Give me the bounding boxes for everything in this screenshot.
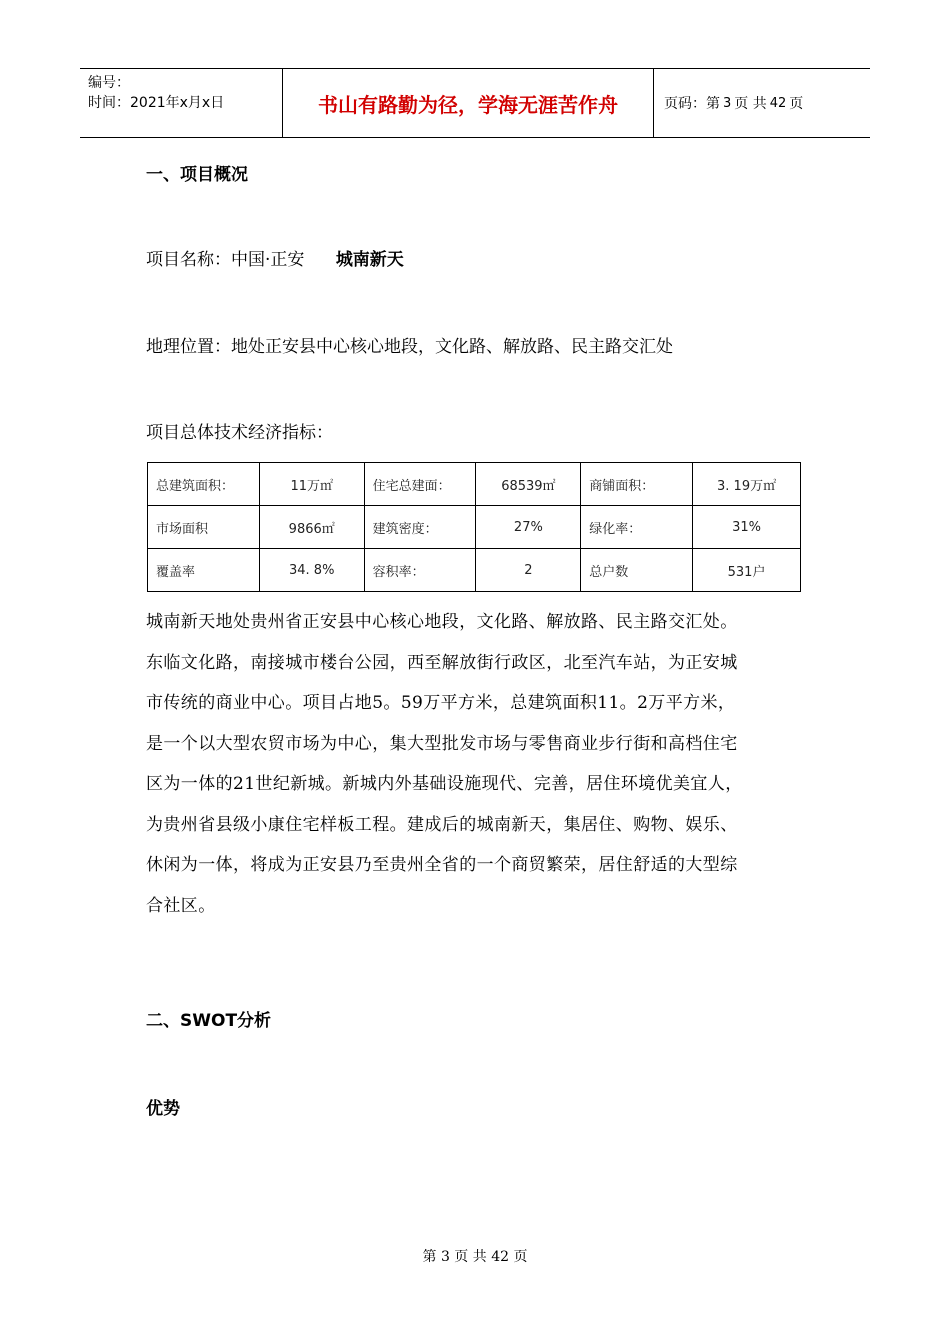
table-cell: 覆盖率: [148, 549, 260, 592]
header-page-mid: 页 共: [734, 96, 767, 112]
project-location: 地理位置：地处正安县中心核心地段，文化路、解放路、民主路交汇处: [146, 337, 673, 357]
section-heading-swot: 二、SWOT分析: [146, 1011, 272, 1031]
table-row: [148, 463, 801, 506]
section-heading-overview: 一、项目概况: [146, 165, 248, 185]
header-page-info: [654, 69, 870, 137]
table-cell: 商铺面积：: [581, 463, 693, 506]
header-meta: [80, 69, 282, 137]
project-description: [146, 602, 806, 926]
description-line: 东临文化路，南接城市楼台公园，西至解放街行政区，北至汽车站，为正安城: [146, 652, 738, 673]
header-page-prefix: 页码：第: [664, 96, 720, 112]
description-line: 休闲为一体，将成为正安县乃至贵州全省的一个商贸繁荣，居住舒适的大型综: [146, 855, 738, 875]
sub-heading-strengths: 优势: [146, 1099, 180, 1119]
table-cell: 住宅总建面：: [364, 463, 476, 506]
table-cell: 531户: [693, 549, 801, 592]
indicators-label: 项目总体技术经济指标：: [146, 423, 333, 443]
table-cell: 绿化率：: [581, 506, 693, 549]
table-cell: 68539㎡: [476, 463, 581, 506]
table-row: [148, 549, 801, 592]
description-line: 城南新天地处贵州省正安县中心核心地段，文化路、解放路、民主路交汇处。: [146, 612, 738, 632]
table-row: [148, 506, 801, 549]
project-name-line: [146, 245, 404, 270]
project-name-label: 项目名称：中国·正安: [146, 250, 305, 270]
page-footer: 第 3 页 共 42 页: [422, 1249, 528, 1265]
table-cell: 容积率：: [364, 549, 476, 592]
table-cell: 11万㎡: [259, 463, 364, 506]
document-header: [80, 68, 870, 138]
header-time-label: 时间：2021年x月x日: [88, 95, 225, 111]
table-cell: 2: [476, 549, 581, 592]
table-cell: 3. 19万㎡: [693, 463, 801, 506]
header-motto: 书山有路勤为径，学海无涯苦作舟: [282, 69, 654, 137]
table-cell: 总建筑面积：: [148, 463, 260, 506]
description-line: 为贵州省县级小康住宅样板工程。建成后的城南新天，集居住、购物、娱乐、: [146, 814, 738, 835]
table-cell: 31%: [693, 506, 801, 549]
header-page-current: 3: [723, 95, 732, 111]
header-page-suffix: 页: [789, 96, 804, 112]
table-cell: 市场面积: [148, 506, 260, 549]
table-cell: 总户数: [581, 549, 693, 592]
table-cell: 建筑密度：: [364, 506, 476, 549]
description-line: 市传统的商业中心。项目占地5。59万平方米，总建筑面积11。2万平方米，: [146, 693, 736, 713]
table-cell: 34. 8%: [259, 549, 364, 592]
description-line: 区为一体的21世纪新城。新城内外基础设施现代、完善，居住环境优美宜人，: [146, 774, 743, 794]
description-line: 合社区。: [146, 895, 216, 916]
description-line: 是一个以大型农贸市场为中心，集大型批发市场与零售商业步行街和高档住宅: [146, 733, 738, 754]
indicators-table: [147, 462, 801, 592]
header-page-total: 42: [769, 95, 787, 111]
table-cell: 9866㎡: [259, 506, 364, 549]
table-cell: 27%: [476, 506, 581, 549]
header-number-label: 编号：: [88, 75, 130, 91]
project-name-value: 城南新天: [335, 250, 404, 270]
